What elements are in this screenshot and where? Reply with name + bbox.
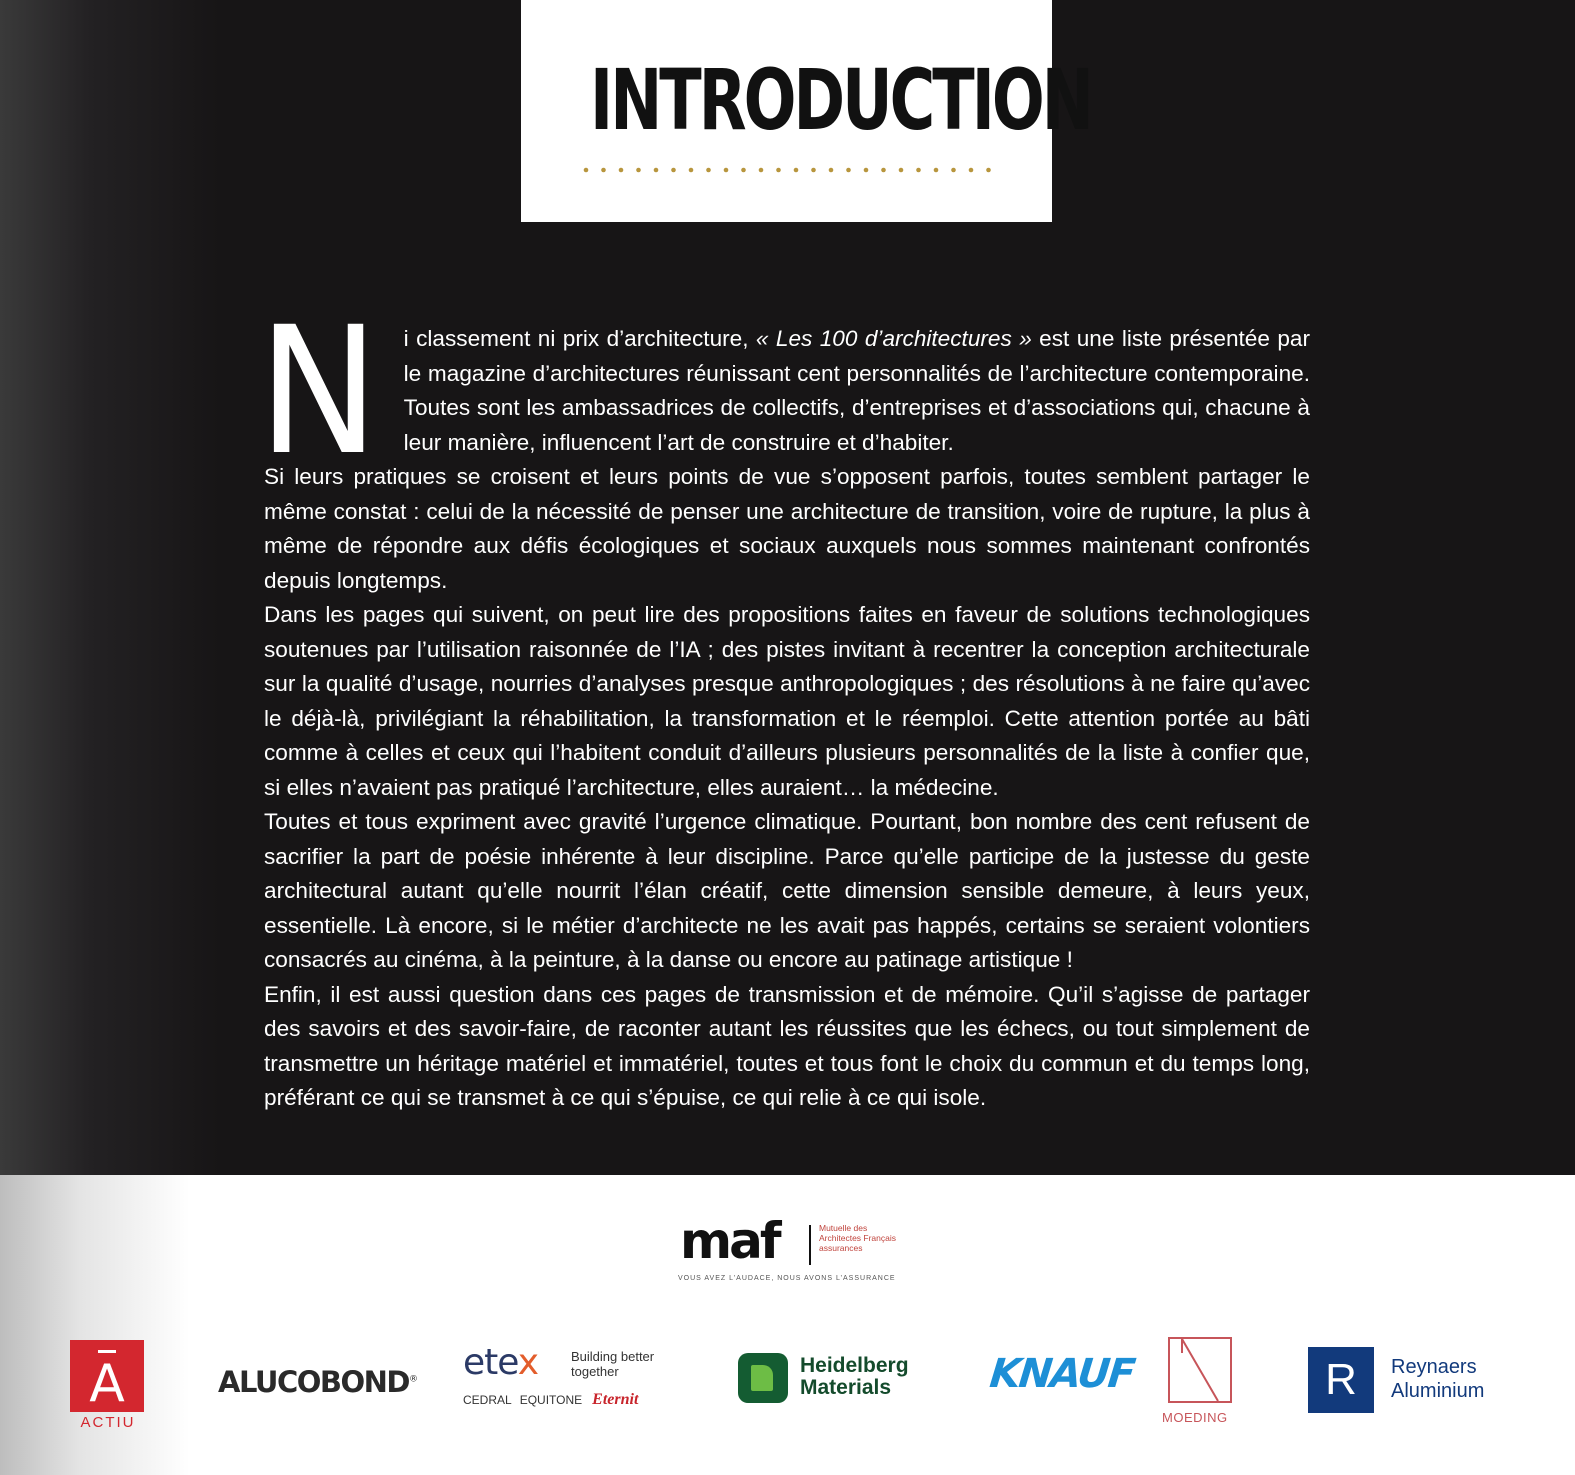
eternit-logo: Eternit [592, 1391, 639, 1408]
heidelberg-mark [738, 1353, 788, 1403]
dotted-rule [583, 166, 991, 174]
etex-logo [463, 1343, 673, 1423]
cedral-logo: CEDRAL [463, 1393, 512, 1407]
alucobond-name: ALUCOBOND [218, 1365, 409, 1399]
maf-wordmark: maf [680, 1212, 779, 1270]
drop-cap: N [258, 289, 380, 494]
knauf-logo: KNAUF [987, 1351, 1136, 1397]
etex-wordmark-x: x [517, 1342, 539, 1383]
etex-brands [463, 1391, 638, 1409]
etex-tagline-1: Building better [571, 1349, 655, 1364]
etex-wordmark-a: ete [463, 1342, 518, 1383]
registered-mark: ® [408, 1374, 417, 1385]
etex-tagline [571, 1349, 654, 1379]
heidelberg-materials-logo [738, 1353, 938, 1407]
actiu-logo [70, 1340, 146, 1430]
paragraph-5: Enfin, il est aussi question dans ces pages de transmission et de mémoire. Qu’il s’agisse de partager des savoirs et des savoir-faire, de raconter autant les réussites que les échecs, ou tout simplement de transmettre un héritage matériel et immatériel, toutes et tous font le choix du commun et du temps long, préférant ce qui se transmet à ce qui s’épuise, ce qui relie à ce qui isole. [264, 981, 1310, 1110]
moeding-logo [1162, 1337, 1238, 1429]
maf-tagline: VOUS AVEZ L’AUDACE, NOUS AVONS L’ASSURANCE [678, 1275, 896, 1282]
reynaers-line-2: Aluminium [1391, 1380, 1485, 1402]
moeding-mark [1168, 1337, 1232, 1403]
sponsors-band [0, 1175, 1575, 1475]
paragraph-2: Si leurs pratiques se croisent et leurs points de vue s’opposent parfois, toutes semblent partager le même constat : celui de la nécessité de penser une architecture de transition, voire de rupture, la plus à même de répondre aux défis écologiques et sociaux auxquels nous sommes maintenant confrontés depuis longtemps. [264, 464, 1310, 593]
maf-logo [662, 1195, 912, 1305]
actiu-name: ACTIU [80, 1414, 136, 1431]
paragraph-1 [258, 289, 1310, 494]
moeding-name: MOEDING [1162, 1410, 1228, 1425]
maf-divider [809, 1225, 811, 1265]
heidelberg-line-2: Materials [800, 1376, 892, 1399]
moeding-diagonal [1170, 1339, 1230, 1401]
title-panel [521, 0, 1091, 222]
reynaers-line-1: Reynaers [1391, 1356, 1477, 1378]
actiu-letter: A [89, 1354, 125, 1414]
actiu-mark [70, 1340, 144, 1412]
paragraph-4: Toutes et tous expriment avec gravité l’urgence climatique. Pourtant, bon nombre des cent refusent de sacrifier la part de poésie inhérente à leur discipline. Parce qu’elle participe de la justesse du geste architectural autant qu’elle nourrit l’élan créatif, cette dimension sensible demeure, à leurs yeux, essentielle. Là encore, si le métier d’architecte ne les avait pas happés, certains se seraient volontiers consacrés au cinéma, à la peinture, à la danse ou encore au patinage artistique ! [264, 809, 1310, 972]
actiu-macron [98, 1350, 116, 1353]
paragraph-1-rest: est une liste présentée par le magazine d’architectures réunissant cent personnalités de l’architecture contemporaine. Toutes sont les ambassadrices de collectifs, d’entreprises et d’associations qui, chacune à leur manière, influencent l’art de construire et d’habiter. [403, 326, 1310, 455]
maf-subtitle: Mutuelle des Architectes Français assurances [819, 1223, 896, 1253]
heidelberg-line-1: Heidelberg [800, 1354, 909, 1377]
alucobond-logo [218, 1365, 416, 1399]
paragraph-3: Dans les pages qui suivent, on peut lire des propositions faites en faveur de solutions technologiques soutenues par l’utilisation raisonnée de l’IA ; des pistes invitant à recentrer la conception architecturale sur la qualité d’usage, nourries d’analyses presque anthropologiques ; des résolutions à ne faire qu’avec le déjà-là, privilégiant la réhabilitation, la transformation et le réemploi. Cette attention portée au bâti comme à celles et ceux qui l’habitent conduit d’ailleurs plusieurs personnalités de la liste à confier que, si elles n’avaient pas pratiqué l’architecture, elles auraient… la médecine. [264, 602, 1310, 800]
introduction-text [258, 289, 1310, 1116]
reynaers-aluminium-logo [1308, 1347, 1538, 1413]
page-title: INTRODUCTION [590, 51, 1091, 149]
publication-title: « Les 100 d’architectures » [755, 326, 1032, 351]
equitone-logo: EQUITONE [519, 1393, 583, 1407]
etex-wordmark [463, 1343, 538, 1383]
reynaers-mark: R [1308, 1347, 1374, 1413]
reynaers-name [1391, 1355, 1484, 1403]
etex-tagline-2: together [571, 1364, 619, 1379]
paragraph-1-lead: i classement ni prix d’architecture, [403, 326, 756, 351]
heidelberg-name [800, 1355, 909, 1399]
